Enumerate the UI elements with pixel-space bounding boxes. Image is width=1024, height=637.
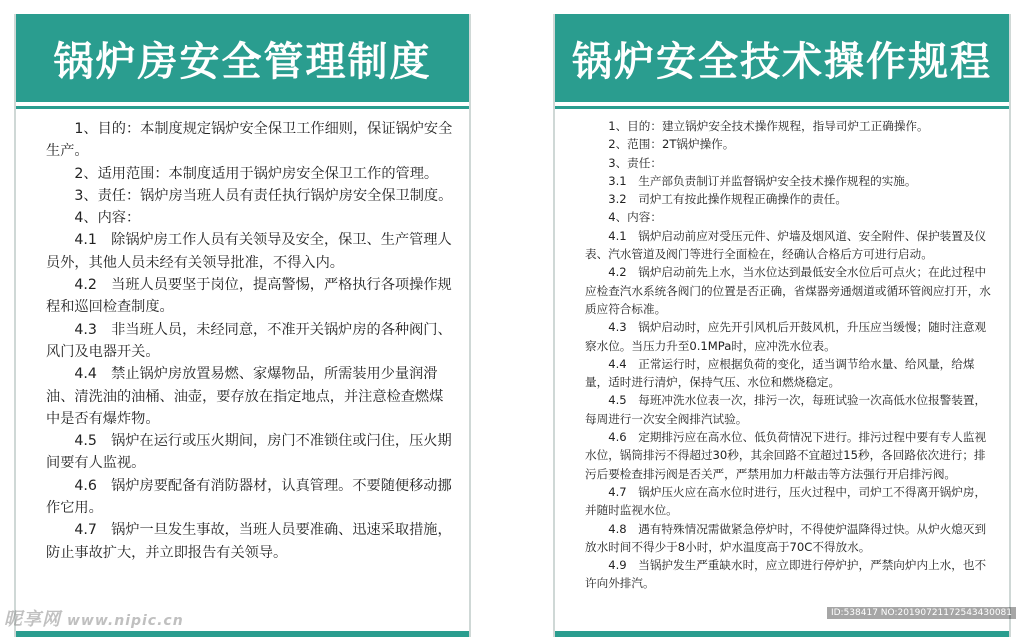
left-line: 4.6 锅炉房要配备有消防器材，认真管理。不要随便移动挪作它用。 <box>46 477 452 517</box>
right-header <box>555 14 1009 106</box>
right-line: 4.9 当锅护发生严重缺水时，应立即进行停炉护，严禁向炉内上水，也不许向外排汽。 <box>585 558 987 591</box>
left-body <box>46 118 455 564</box>
right-line: 3.1 生产部负责制订并监督锅炉安全技术操作规程的实施。 <box>608 173 917 188</box>
right-line: 4.5 每班冲洗水位表一次，排污一次，每班试验一次高低水位报警装置，每周进行一次安全阀排汽试验。 <box>585 393 987 426</box>
right-line: 4.2 锅炉启动前先上水，当水位达到最低安全水位后可点火；在此过程中应检查汽水系统各阀门的位置是否正确，省煤器旁通烟道或循环管阀应打开，水质应符合标准。 <box>585 265 991 316</box>
right-body <box>585 117 995 593</box>
left-line: 4.4 禁止锅炉房放置易燃、家爆物品，所需装用少量润滑油、清洗油的油桶、油壶，要存放在指定地点，并注意检查燃煤中是否有爆炸物。 <box>46 366 444 427</box>
watermark <box>4 605 184 631</box>
left-title: 锅炉房安全管理制度 <box>53 38 432 85</box>
right-bottom-bar <box>555 631 1009 637</box>
left-line: 4.1 除锅炉房工作人员有关领导及安全，保卫、生产管理人员外，其他人员未经有关领导批准，不得入内。 <box>46 232 452 271</box>
image-id-label: ID:538417 NO:20190721172543430081 <box>827 607 1016 619</box>
right-line: 4.7 锅炉压火应在高水位时进行，压火过程中，司炉工不得离开锅炉房，并随时监视水位。 <box>585 484 987 518</box>
left-header <box>16 14 469 106</box>
left-line: 4.5 锅炉在运行或压火期间，房门不准锁住或闩住，压火期间要有人监视。 <box>46 433 452 472</box>
left-board <box>14 14 471 637</box>
left-line: 4.7 锅炉一旦发生事故，当班人员要准确、迅速采取措施，防止事故扩大，并立即报告有关领导。 <box>46 522 452 561</box>
right-line: 4.4 正常运行时，应根据负荷的变化，适当调节给水量、给风量，给煤量，适时进行清炉，保持气压、水位和燃烧稳定。 <box>585 356 975 390</box>
right-line: 3、责任： <box>608 155 662 170</box>
left-line: 1、目的：本制度规定锅炉安全保卫工作细则，保证锅炉安全生产。 <box>46 121 453 160</box>
left-line: 4、内容： <box>74 210 141 227</box>
right-title: 锅炉安全技术操作规程 <box>572 38 992 85</box>
left-line: 2、适用范围：本制度适用于锅炉房安全保卫工作的管理。 <box>74 165 439 182</box>
left-line: 4.2 当班人员要坚于岗位，提高警惕，严格执行各项操作规程和巡回检查制度。 <box>46 277 452 316</box>
watermark-url: www.nipic.cn <box>67 613 184 629</box>
left-line: 4.3 非当班人员，未经同意，不准开关锅炉房的各种阀门、风门及电器开关。 <box>46 321 452 360</box>
right-line: 4.3 锅炉启动时，应先开引风机后开鼓风机，升压应当缓慢；随时注意观察水位。当压力升至0.1MPa时，应冲洗水位表。 <box>585 320 987 353</box>
right-line: 3.2 司炉工有按此操作规程正确操作的责任。 <box>608 192 847 207</box>
right-line: 4.8 遇有特殊情况需做紧急停炉时，不得使炉温降得过快。从炉火熄灭到放水时间不得少于8小时，炉水温度高于70C不得放水。 <box>585 521 987 554</box>
left-line: 3、责任：锅炉房当班人员有责任执行锅炉房安全保卫制度。 <box>74 187 453 204</box>
right-line: 1、目的：建立锅炉安全技术操作规程，指导司炉工正确操作。 <box>608 119 929 133</box>
right-line: 4、内容： <box>608 210 662 225</box>
right-board <box>553 14 1011 637</box>
left-bottom-bar <box>16 631 469 637</box>
right-line: 4.6 定期排污应在高水位、低负荷情况下进行。排污过程中要有专人监视水位，锅筒排污不得超过30秒，其余回路不宜超过15秒，各回路依次进行；排污后要检查排污阀是否关严，严禁用加力杆敲击等方法强行开启排污阀。 <box>585 430 987 481</box>
watermark-brand: 昵享网 <box>4 609 61 630</box>
right-line: 4.1 锅炉启动前应对受压元件、炉墙及烟风道、安全附件、保护装置及仪表、汽水管道及阀门等进行全面检在，经确认合格后方可进行启动。 <box>585 228 987 262</box>
right-line: 2、范围：2T锅炉操作。 <box>608 137 735 152</box>
